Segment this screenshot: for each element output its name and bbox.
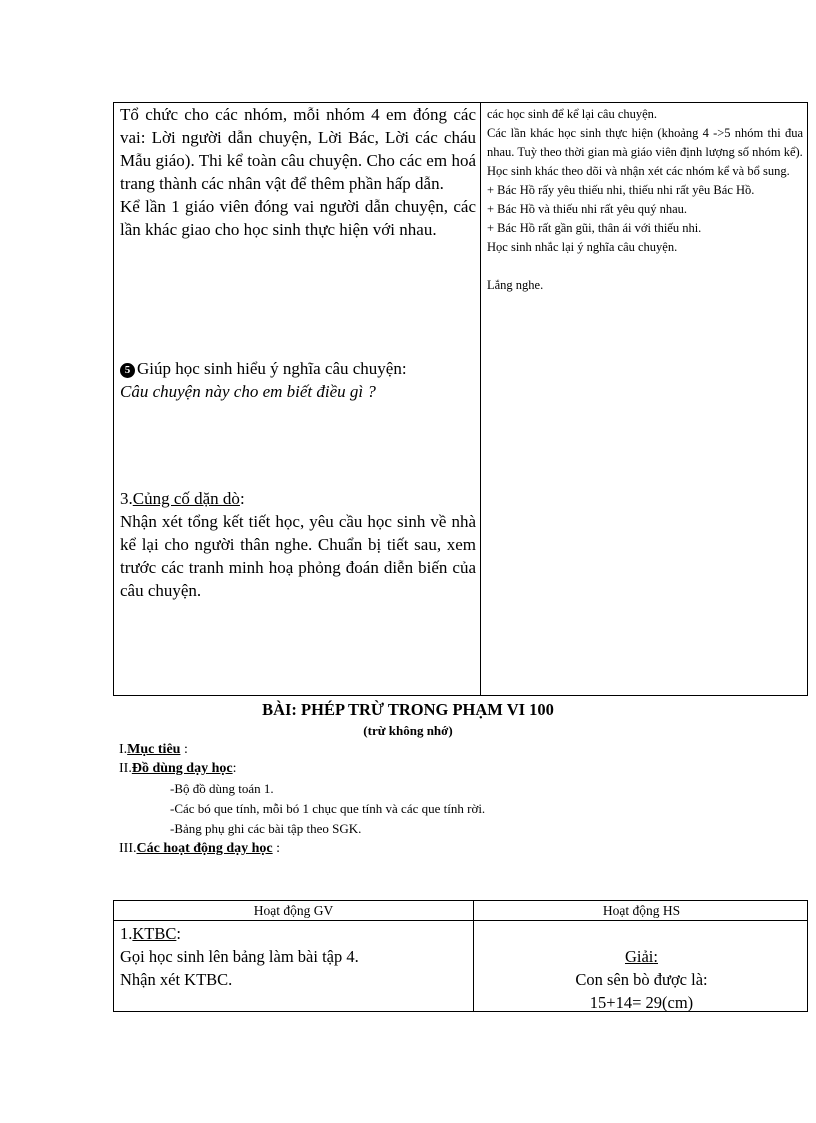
group-roleplay-instructions: Tổ chức cho các nhóm, mỗi nhóm 4 em đóng các vai: Lời người dẫn chuyện, Lời Bác, Lời các cháu Mẫu giáo). Thi kể toàn câu chuyện. Cho các em hoá trang thành các nhân vật để thêm phần hấp dẫn. [120,105,476,193]
ktbc-heading: 1.KTBC: [120,924,181,943]
activities-label: Các hoạt động dạy học [136,841,273,856]
step-number-badge: 5 [120,363,135,378]
solution-line-2: 15+14= 29(cm) [589,993,694,1012]
section-consolidation-title: Củng cố dặn dò [132,489,240,508]
material-item-3: -Bảng phụ ghi các bài tập theo SGK. [170,821,362,836]
student-bullet-3: + Bác Hồ rất gần gũi, thân ái với thiếu nhi. [487,221,702,235]
solution-label: Giải [624,947,654,966]
student-line-2: Các lần khác học sinh thực hiện (khoảng 4 ->5 nhóm thi đua nhau. Tuỳ theo thời gian mà giáo viên định lượng số nhóm kể). [487,126,803,159]
consolidation-text: Nhận xét tổng kết tiết học, yêu cầu học sinh về nhà kể lại cho người thân nghe. Chuẩn bị tiết sau, xem trước các tranh minh hoạ phỏng đoán diễn biến của câu chuyện. [120,512,476,600]
teacher-activity-column [120,103,476,602]
header-teacher: Hoạt động GV [253,903,334,918]
header-student: Hoạt động HS [602,903,681,918]
section-consolidation-heading: 3.Củng cố dặn dò: [120,489,245,508]
student-line-1: các học sinh để kể lại câu chuyện. [487,107,658,121]
lesson-subtitle: (trừ không nhớ) [363,723,453,738]
meaning-step [120,357,476,380]
student-line-3: Học sinh khác theo dõi và nhận xét các nhóm kể và bổ sung. [487,164,790,178]
student-line-4: Học sinh nhắc lại ý nghĩa câu chuyện. [487,240,678,254]
meaning-step-label: Giúp học sinh hiểu ý nghĩa câu chuyện: [137,359,407,378]
solution-line-1: Con sên bò được là: [575,970,708,989]
section-activities: III.Các hoạt động dạy học : [119,841,281,856]
header-divider [114,920,807,921]
activity-table [113,102,808,696]
student-bullet-2: + Bác Hồ và thiếu nhi rất yêu quý nhau. [487,202,688,216]
teacher-line-1: Gọi học sinh lên bảng làm bài tập 4. [120,947,359,966]
ktbc-label: KTBC [132,924,177,943]
student-activity-column [487,105,803,295]
student-listen: Lắng nghe. [487,278,544,292]
teacher-cell [120,922,359,991]
lesson-title: BÀI: PHÉP TRỪ TRONG PHẠM VI 100 [262,700,554,719]
meaning-question: Câu chuyện này cho em biết điều gì ? [120,382,376,401]
material-item-2: -Các bó que tính, mỗi bó 1 chục que tính và các que tính rời. [170,801,486,816]
materials-label: Đồ dùng dạy học [131,761,233,776]
storytelling-instructions: Kể lần 1 giáo viên đóng vai người dẫn chuyện, các lần khác giao cho học sinh thực hiện với nhau. [120,197,476,239]
teacher-line-2: Nhận xét KTBC. [120,970,233,989]
column-divider [480,103,481,695]
material-item-1: -Bộ đồ dùng toán 1. [170,781,274,796]
student-cell [474,945,809,1014]
solution-heading: Giải: [624,947,658,966]
teaching-activities-table [113,900,808,1012]
objectives-label: Mục tiêu [127,742,181,757]
section-objectives: I.Mục tiêu : [119,742,188,757]
section-materials: II.Đồ dùng dạy học: [119,761,237,776]
student-bullet-1: + Bác Hồ rấy yêu thiếu nhi, thiếu nhi rất yêu Bác Hồ. [487,183,755,197]
